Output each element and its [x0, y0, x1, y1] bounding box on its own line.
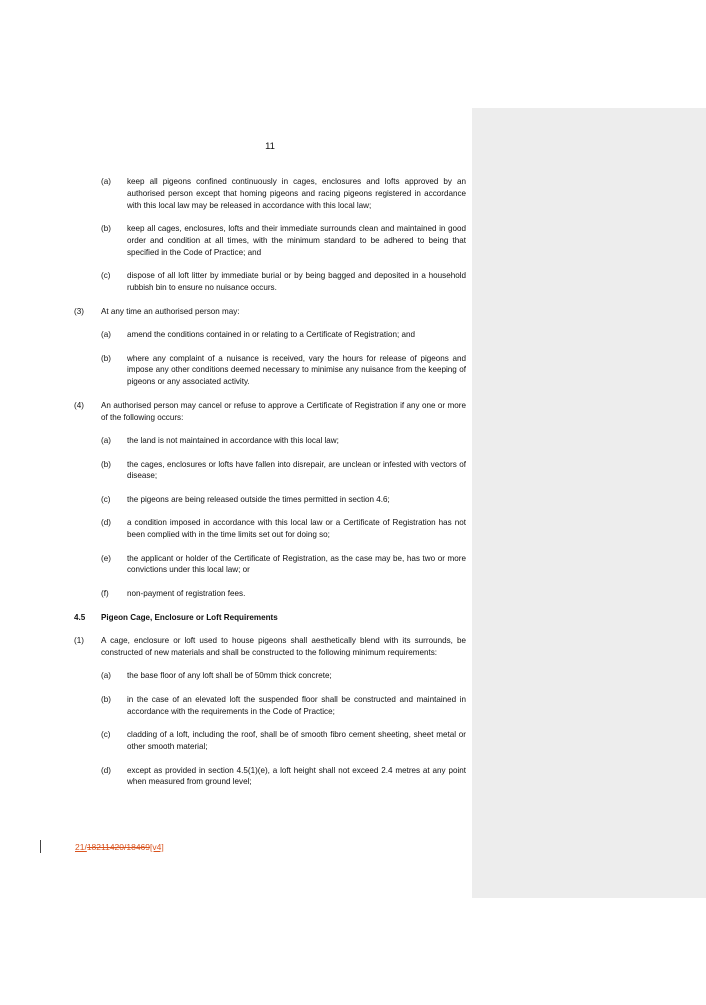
clause-text: the land is not maintained in accordance with this local law; — [127, 436, 339, 446]
clause-number: (b) — [101, 224, 111, 234]
clause-text: non-payment of registration fees. — [127, 588, 246, 598]
comment-pane — [472, 108, 706, 898]
ref-version: [v4] — [150, 842, 164, 852]
clause-number: (3) — [74, 306, 84, 316]
subsection — [74, 400, 466, 424]
clause-text: the base floor of any loft shall be of 50mm thick concrete; — [127, 671, 332, 681]
document-body — [74, 176, 466, 800]
clause-text: except as provided in section 4.5(1)(e), a loft height shall not exceed 2.4 metres at any point when measured from ground level; — [127, 765, 466, 787]
clause-number: 4.5 — [74, 612, 86, 622]
clause-number: (a) — [101, 671, 111, 681]
subsection — [74, 635, 466, 659]
clause-number: (f) — [101, 588, 109, 598]
paragraph-item — [74, 517, 466, 541]
clause-number: (b) — [101, 353, 111, 363]
change-bar — [40, 840, 41, 853]
clause-text: where any complaint of a nuisance is received, vary the hours for release of pigeons and impose any other conditions deemed necessary to minimise any nuisance from the keeping of pigeons or any associated activity. — [127, 353, 466, 387]
clause-number: (4) — [74, 400, 84, 410]
clause-text: in the case of an elevated loft the suspended floor shall be constructed and maintained in accordance with the requirements in the Code of Practice; — [127, 694, 466, 716]
paragraph-item — [74, 588, 466, 600]
clause-number: (a) — [101, 436, 111, 446]
clause-number: (b) — [101, 459, 111, 469]
clause-number: (c) — [101, 730, 111, 740]
paragraph-item — [74, 729, 466, 753]
paragraph-item — [74, 494, 466, 506]
clause-number: (a) — [101, 177, 111, 186]
clause-number: (1) — [74, 636, 84, 646]
ref-deleted: 18211420/18469 — [86, 842, 151, 852]
paragraph-item — [74, 435, 466, 447]
clause-text: the applicant or holder of the Certificate of Registration, as the case may be, has two or more convictions under this local law; or — [127, 553, 466, 575]
page-number: 11 — [265, 141, 275, 152]
paragraph-item — [74, 353, 466, 389]
clause-text: the cages, enclosures or lofts have fallen into disrepair, are unclean or infested with vectors of disease; — [127, 459, 466, 481]
clause-number: (a) — [101, 330, 111, 340]
clause-text: keep all pigeons confined continuously in cages, enclosures and lofts approved by an authorised person except that homing pigeons and racing pigeons registered in accordance with this local law may be released in accordance with this local law; — [127, 177, 466, 210]
clause-number: (c) — [101, 271, 111, 281]
paragraph-item — [74, 223, 466, 259]
clause-text: A cage, enclosure or loft used to house pigeons shall aesthetically blend with its surrounds, be constructed of new materials and shall be constructed to the following minimum requirements: — [101, 636, 466, 658]
clause-number: (c) — [101, 494, 111, 504]
clause-text: cladding of a loft, including the roof, shall be of smooth fibro cement sheeting, sheet metal or other smooth material; — [127, 730, 466, 752]
paragraph-item — [74, 459, 466, 483]
clause-text: dispose of all loft litter by immediate burial or by being bagged and deposited in a household rubbish bin to ensure no nuisance occurs. — [127, 271, 466, 293]
clause-number: (e) — [101, 553, 111, 563]
clause-number: (d) — [101, 518, 111, 528]
clause-text: At any time an authorised person may: — [101, 306, 240, 316]
subsection — [74, 306, 466, 318]
paragraph-item — [74, 270, 466, 294]
clause-text: amend the conditions contained in or relating to a Certificate of Registration; and — [127, 330, 415, 340]
paragraph-item — [74, 670, 466, 682]
paragraph-item — [74, 329, 466, 341]
clause-number: (b) — [101, 694, 111, 704]
clause-number: (d) — [101, 765, 111, 775]
clause-text: keep all cages, enclosures, lofts and their immediate surrounds clean and maintained in good order and condition at all times, with the minimum standard to be adhered to being that specified in the Code of Practice; and — [127, 224, 466, 258]
clause-text: An authorised person may cancel or refuse to approve a Certificate of Registration if any one or more of the following occurs: — [101, 400, 466, 422]
paragraph-item — [74, 176, 466, 212]
document-reference — [75, 842, 164, 852]
section-heading — [74, 612, 466, 624]
paragraph-item — [74, 765, 466, 789]
paragraph-item — [74, 694, 466, 718]
clause-text: the pigeons are being released outside the times permitted in section 4.6; — [127, 494, 390, 504]
ref-prefix: 21/ — [75, 842, 87, 852]
paragraph-item — [74, 553, 466, 577]
section-heading-title: Pigeon Cage, Enclosure or Loft Requirements — [101, 612, 278, 622]
clause-text: a condition imposed in accordance with this local law or a Certificate of Registration has not been complied with in the time limits set out for doing so; — [127, 518, 466, 540]
